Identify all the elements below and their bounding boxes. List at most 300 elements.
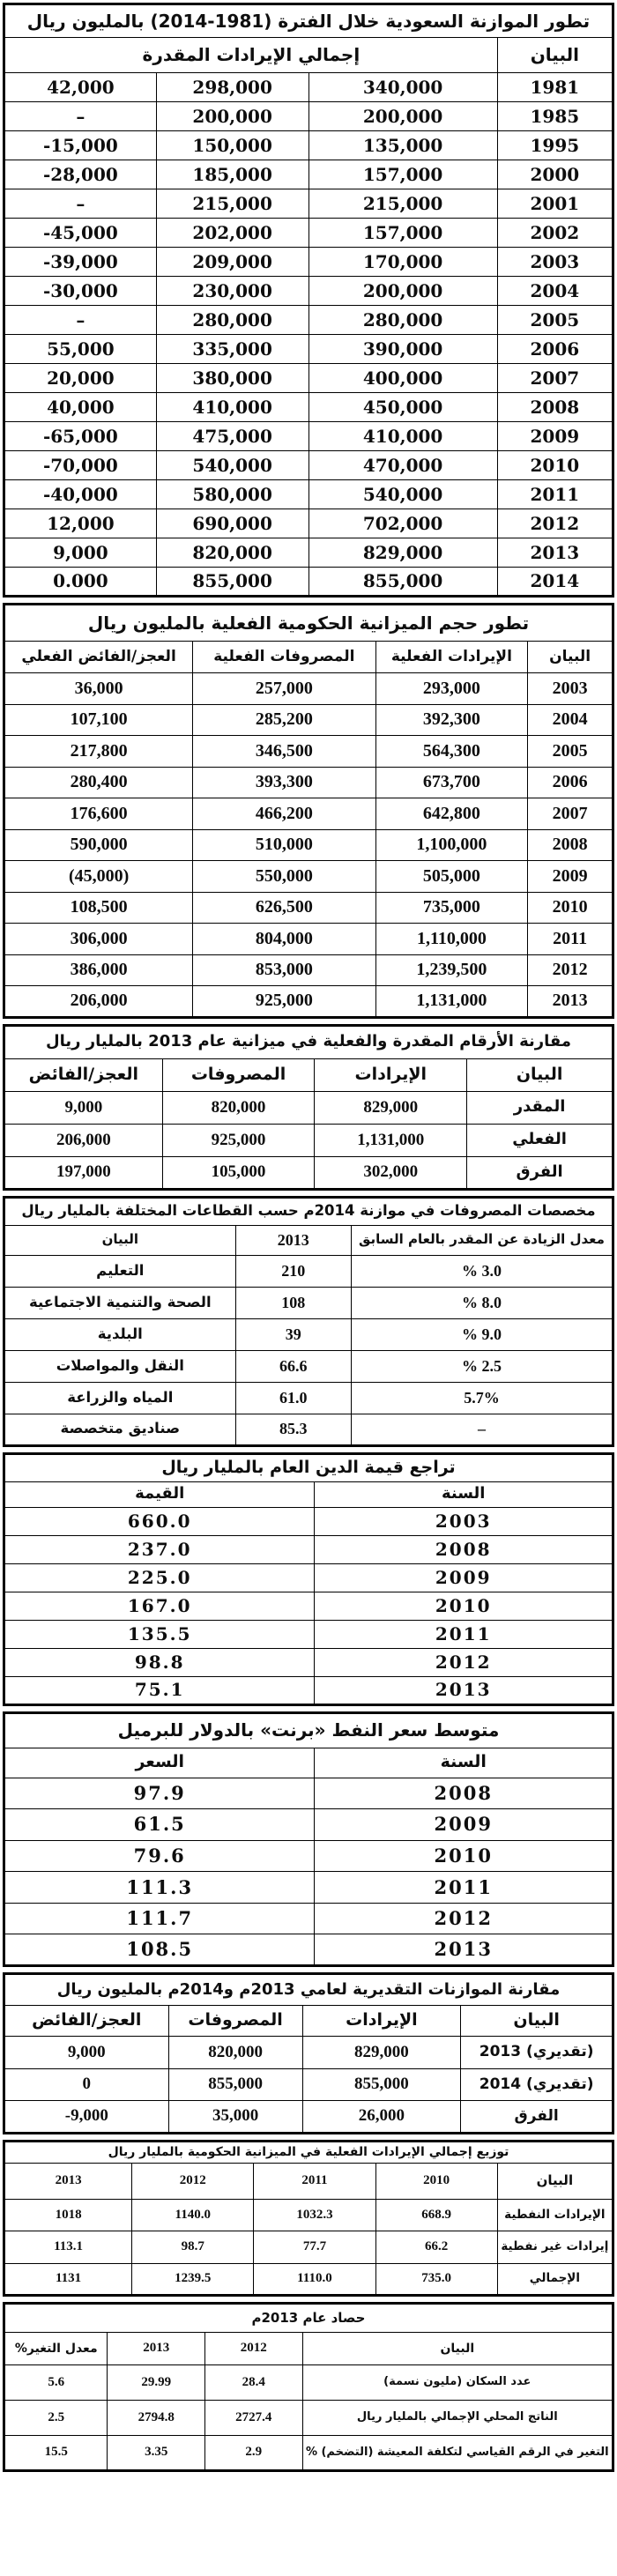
- cell: 111.3: [4, 1872, 315, 1904]
- table-row: [4, 306, 613, 335]
- cell: 2003: [315, 1507, 613, 1535]
- cell: 410,000: [308, 422, 497, 451]
- cell: 170,000: [308, 248, 497, 277]
- column-header: البيان: [467, 1058, 613, 1091]
- table-row: [4, 892, 613, 924]
- cell: 2001: [497, 189, 613, 219]
- cell: 9,000: [4, 1091, 163, 1124]
- cell: 2007: [497, 364, 613, 393]
- cell: 225.0: [4, 1563, 315, 1592]
- table-row: [4, 364, 613, 393]
- table-actual-government-budget: [3, 603, 614, 1019]
- cell: 475,000: [156, 422, 308, 451]
- cell: % 2.5: [351, 1350, 613, 1382]
- cell: 925,000: [162, 1124, 315, 1156]
- table-row: [4, 1255, 613, 1287]
- cell: 306,000: [4, 924, 193, 955]
- cell: 2012: [528, 954, 613, 986]
- cell: 660.0: [4, 1507, 315, 1535]
- table-header-row: [4, 2163, 613, 2199]
- cell: 2008: [497, 393, 613, 422]
- table-estimated-vs-actual-2013: [3, 1024, 614, 1191]
- cell: 1131: [4, 2263, 132, 2296]
- table-row: [4, 1535, 613, 1563]
- cell: 2007: [528, 798, 613, 830]
- cell: 108,500: [4, 892, 193, 924]
- cell: 673,700: [375, 767, 528, 798]
- table-row: [4, 861, 613, 893]
- cell: 2006: [497, 335, 613, 364]
- column-header: المصروفات: [168, 2006, 302, 2037]
- table-row: [4, 1156, 613, 1189]
- column-header: القيمة: [4, 1481, 315, 1507]
- column-header: السنة: [315, 1481, 613, 1507]
- cell: 2011: [528, 924, 613, 955]
- cell: 2009: [497, 422, 613, 451]
- cell: 167.0: [4, 1592, 315, 1620]
- cell: % 3.0: [351, 1255, 613, 1287]
- cell: 79.6: [4, 1840, 315, 1872]
- cell: البلدية: [4, 1318, 236, 1350]
- table-row: [4, 1840, 613, 1872]
- cell: 642,800: [375, 798, 528, 830]
- column-header: 2013: [108, 2333, 205, 2365]
- cell: 111.7: [4, 1903, 315, 1934]
- cell: 298,000: [156, 73, 308, 102]
- cell: 206,000: [4, 986, 193, 1018]
- cell: 540,000: [156, 451, 308, 480]
- table-title-row: [4, 1712, 613, 1748]
- cell: 20,000: [4, 364, 157, 393]
- table-row: [4, 1676, 613, 1704]
- cell: 510,000: [193, 829, 375, 861]
- cell: 853,000: [193, 954, 375, 986]
- cell: 1239.5: [132, 2263, 254, 2296]
- cell: 293,000: [375, 673, 528, 705]
- table-title-row: [4, 1197, 613, 1225]
- cell: 829,000: [308, 538, 497, 568]
- cell: 209,000: [156, 248, 308, 277]
- table-row: [4, 1382, 613, 1414]
- table-row: [4, 277, 613, 306]
- cell: 855,000: [156, 568, 308, 597]
- cell: النقل والمواصلات: [4, 1350, 236, 1382]
- table-header-row: [4, 2333, 613, 2365]
- cell: 98.7: [132, 2231, 254, 2264]
- cell: –: [351, 1414, 613, 1445]
- table-row: [4, 1507, 613, 1535]
- cell: 2004: [497, 277, 613, 306]
- cell: التعليم: [4, 1255, 236, 1287]
- cell: 1985: [497, 102, 613, 131]
- table-row: [4, 2199, 613, 2231]
- cell: 820,000: [156, 538, 308, 568]
- cell: 40,000: [4, 393, 157, 422]
- cell: صناديق متخصصة: [4, 1414, 236, 1445]
- table-row: [4, 1414, 613, 1445]
- cell: 215,000: [156, 189, 308, 219]
- cell: 200,000: [308, 102, 497, 131]
- cell: 1,100,000: [375, 829, 528, 861]
- column-header: الإيرادات: [315, 1058, 467, 1091]
- table-row: [4, 1778, 613, 1809]
- cell: 855,000: [308, 568, 497, 597]
- column-header: 2010: [375, 2163, 497, 2199]
- cell: 829,000: [315, 1091, 467, 1124]
- cell: 925,000: [193, 986, 375, 1018]
- table-row: [4, 736, 613, 768]
- cell: 550,000: [193, 861, 375, 893]
- cell: 157,000: [308, 219, 497, 248]
- cell: 470,000: [308, 451, 497, 480]
- table-row: [4, 2101, 613, 2134]
- cell: 804,000: [193, 924, 375, 955]
- cell: 2013: [497, 538, 613, 568]
- cell: (تقديري) 2013: [461, 2037, 613, 2069]
- table-row: [4, 1934, 613, 1966]
- tables-stack: [3, 3, 614, 2472]
- table-brent-oil-average-price: [3, 1711, 614, 1968]
- table-row: [4, 568, 613, 597]
- column-header: العجز/الفائض: [4, 2006, 169, 2037]
- column-header: العجز/الفائض الفعلي: [4, 642, 193, 673]
- table-actual-revenue-distribution: [3, 2140, 614, 2298]
- cell: 0.000: [4, 568, 157, 597]
- table-header-row: [4, 1481, 613, 1507]
- column-header: البيان: [4, 1225, 236, 1255]
- table-title: مقارنة الأرقام المقدرة والفعلية في ميزانية عام 2013 بالمليار ريال: [4, 1025, 613, 1058]
- table-estimated-budgets-2013-2014: [3, 1972, 614, 2134]
- table-row: [4, 798, 613, 830]
- cell: 66.2: [375, 2231, 497, 2264]
- cell: 217,800: [4, 736, 193, 768]
- cell: 2000: [497, 160, 613, 189]
- cell: 2005: [528, 736, 613, 768]
- column-header: الإيرادات الفعلية: [375, 642, 528, 673]
- column-header: السنة: [315, 1748, 613, 1778]
- cell: 108: [235, 1287, 351, 1318]
- cell: –: [4, 306, 157, 335]
- table-header-row: [4, 1748, 613, 1778]
- table-header-row: [4, 2006, 613, 2037]
- cell: 176,600: [4, 798, 193, 830]
- cell: 702,000: [308, 509, 497, 538]
- cell: 280,000: [308, 306, 497, 335]
- column-header: العجز/الفائض: [4, 1058, 163, 1091]
- cell: 36,000: [4, 673, 193, 705]
- cell: -30,000: [4, 277, 157, 306]
- table-row: [4, 924, 613, 955]
- cell: 5.7%: [351, 1382, 613, 1414]
- cell: 185,000: [156, 160, 308, 189]
- cell: 855,000: [168, 2068, 302, 2101]
- table-title-row: [4, 2304, 613, 2333]
- cell: 26,000: [302, 2101, 461, 2134]
- cell: 12,000: [4, 509, 157, 538]
- table-row: [4, 2037, 613, 2069]
- cell: 2727.4: [205, 2401, 303, 2436]
- cell: 113.1: [4, 2231, 132, 2264]
- table-row: [4, 1318, 613, 1350]
- column-header: البيان: [497, 2163, 613, 2199]
- cell: 2013: [315, 1676, 613, 1704]
- cell: 829,000: [302, 2037, 461, 2069]
- cell: 2003: [528, 673, 613, 705]
- cell: 2010: [315, 1840, 613, 1872]
- column-header: البيان: [302, 2333, 613, 2365]
- cell: 61.5: [4, 1809, 315, 1841]
- table-row: [4, 986, 613, 1018]
- cell: 450,000: [308, 393, 497, 422]
- cell: 105,000: [162, 1156, 315, 1189]
- cell: 210: [235, 1255, 351, 1287]
- table-title: تطور الموازنة السعودية خلال الفترة (1981‏-‏2014) بالمليون ريال: [4, 4, 613, 38]
- cell: % 8.0: [351, 1287, 613, 1318]
- cell: 157,000: [308, 160, 497, 189]
- cell: 9,000: [4, 2037, 169, 2069]
- cell: 393,300: [193, 767, 375, 798]
- table-estimated-budget-1981-2014: [3, 3, 614, 598]
- table-title: متوسط سعر النفط «برنت» بالدولار للبرميل: [4, 1712, 613, 1748]
- cell: 29.99: [108, 2365, 205, 2401]
- cell: 107,100: [4, 704, 193, 736]
- table-row: [4, 2401, 613, 2436]
- cell: 215,000: [308, 189, 497, 219]
- table-title: تراجع قيمة الدين العام بالمليار ريال: [4, 1453, 613, 1481]
- cell: –: [4, 102, 157, 131]
- table-title-row: [4, 1025, 613, 1058]
- cell: 1,239,500: [375, 954, 528, 986]
- cell: (45,000): [4, 861, 193, 893]
- table-row: [4, 2365, 613, 2401]
- cell: 237.0: [4, 1535, 315, 1563]
- table-row: [4, 1124, 613, 1156]
- table-title: حصاد عام 2013م: [4, 2304, 613, 2333]
- cell: -65,000: [4, 422, 157, 451]
- cell: 340,000: [308, 73, 497, 102]
- table-harvest-of-2013: [3, 2302, 614, 2472]
- table-title-row: [4, 4, 613, 38]
- cell: 2.9: [205, 2436, 303, 2471]
- table-header-row: [4, 38, 613, 73]
- cell: 2013: [528, 986, 613, 1018]
- table-row: [4, 335, 613, 364]
- cell: 85.3: [235, 1414, 351, 1445]
- table-title: مقارنة الموازنات التقديرية لعامي 2013م و2014م بالمليون ريال: [4, 1974, 613, 2006]
- cell: 386,000: [4, 954, 193, 986]
- cell: 2011: [497, 480, 613, 509]
- cell: 15.5: [4, 2436, 108, 2471]
- cell: 820,000: [162, 1091, 315, 1124]
- cell: 2010: [497, 451, 613, 480]
- cell: 280,400: [4, 767, 193, 798]
- cell: 108.5: [4, 1934, 315, 1966]
- table-row: [4, 248, 613, 277]
- table-row: [4, 451, 613, 480]
- column-header: البيان: [461, 2006, 613, 2037]
- cell: الفرق: [467, 1156, 613, 1189]
- cell: 197,000: [4, 1156, 163, 1189]
- cell: 690,000: [156, 509, 308, 538]
- cell: -28,000: [4, 160, 157, 189]
- cell: 2009: [315, 1809, 613, 1841]
- cell: 2004: [528, 704, 613, 736]
- table-title: مخصصات المصروفات في موازنة 2014م حسب القطاعات المختلفة بالمليار ريال: [4, 1197, 613, 1225]
- cell: 400,000: [308, 364, 497, 393]
- cell: 735,000: [375, 892, 528, 924]
- cell: 590,000: [4, 829, 193, 861]
- table-row: [4, 2436, 613, 2471]
- cell: 505,000: [375, 861, 528, 893]
- cell: الإجمالي: [497, 2263, 613, 2296]
- cell: 285,200: [193, 704, 375, 736]
- table-row: [4, 704, 613, 736]
- table-row: [4, 1809, 613, 1841]
- cell: 66.6: [235, 1350, 351, 1382]
- cell: 2008: [315, 1778, 613, 1809]
- cell: 150,000: [156, 131, 308, 160]
- cell: 1110.0: [254, 2263, 375, 2296]
- cell: 2012: [315, 1648, 613, 1676]
- table-title: تطور حجم الميزانية الحكومية الفعلية بالمليون ريال: [4, 605, 613, 642]
- cell: 668.9: [375, 2199, 497, 2231]
- cell: 42,000: [4, 73, 157, 102]
- cell: 28.4: [205, 2365, 303, 2401]
- cell: 2.5: [4, 2401, 108, 2436]
- cell: 5.6: [4, 2365, 108, 2401]
- cell: 2009: [315, 1563, 613, 1592]
- column-header: المصروفات الفعلية: [193, 642, 375, 673]
- cell: 2011: [315, 1872, 613, 1904]
- cell: -39,000: [4, 248, 157, 277]
- table-row: [4, 73, 613, 102]
- cell: 820,000: [168, 2037, 302, 2069]
- cell: 75.1: [4, 1676, 315, 1704]
- cell: 335,000: [156, 335, 308, 364]
- cell: 2008: [315, 1535, 613, 1563]
- cell: 2005: [497, 306, 613, 335]
- cell: 564,300: [375, 736, 528, 768]
- cell: % 9.0: [351, 1318, 613, 1350]
- table-public-debt-decline: [3, 1452, 614, 1706]
- cell: 392,300: [375, 704, 528, 736]
- cell: 1018: [4, 2199, 132, 2231]
- cell: 135,000: [308, 131, 497, 160]
- cell: الفرق: [461, 2101, 613, 2134]
- cell: -40,000: [4, 480, 157, 509]
- cell: المقدر: [467, 1091, 613, 1124]
- column-header: معدل التغير%: [4, 2333, 108, 2365]
- table-title: توزيع إجمالي الإيرادات الفعلية في الميزانية الحكومية بالمليار ريال: [4, 2141, 613, 2163]
- cell: 2008: [528, 829, 613, 861]
- cell: 2002: [497, 219, 613, 248]
- table-row: [4, 1592, 613, 1620]
- cell: 9,000: [4, 538, 157, 568]
- table-row: [4, 131, 613, 160]
- cell: 61.0: [235, 1382, 351, 1414]
- cell: 200,000: [308, 277, 497, 306]
- cell: -45,000: [4, 219, 157, 248]
- table-row: [4, 1091, 613, 1124]
- cell: 1,131,000: [375, 986, 528, 1018]
- cell: 1,131,000: [315, 1124, 467, 1156]
- cell: 390,000: [308, 335, 497, 364]
- cell: 2011: [315, 1620, 613, 1648]
- table-row: [4, 767, 613, 798]
- cell: 55,000: [4, 335, 157, 364]
- cell: 380,000: [156, 364, 308, 393]
- cell: -70,000: [4, 451, 157, 480]
- cell: 410,000: [156, 393, 308, 422]
- cell: (تقديري) 2014: [461, 2068, 613, 2101]
- column-header: 2012: [132, 2163, 254, 2199]
- cell: عدد السكان (مليون نسمة): [302, 2365, 613, 2401]
- table-row: [4, 2231, 613, 2264]
- cell: 206,000: [4, 1124, 163, 1156]
- cell: 2003: [497, 248, 613, 277]
- cell: 1032.3: [254, 2199, 375, 2231]
- cell: 77.7: [254, 2231, 375, 2264]
- cell: 1,110,000: [375, 924, 528, 955]
- table-title-row: [4, 605, 613, 642]
- cell: -15,000: [4, 131, 157, 160]
- column-header: 2012: [205, 2333, 303, 2365]
- cell: 98.8: [4, 1648, 315, 1676]
- cell: 280,000: [156, 306, 308, 335]
- column-header: إجمالي الإيرادات المقدرة: [4, 38, 498, 73]
- cell: 257,000: [193, 673, 375, 705]
- table-row: [4, 2263, 613, 2296]
- cell: 35,000: [168, 2101, 302, 2134]
- table-row: [4, 1903, 613, 1934]
- cell: 230,000: [156, 277, 308, 306]
- column-header: معدل الزيادة عن المقدر بالعام السابق: [351, 1225, 613, 1255]
- cell: 2012: [315, 1903, 613, 1934]
- cell: 3.35: [108, 2436, 205, 2471]
- cell: المياه والزراعة: [4, 1382, 236, 1414]
- cell: 1140.0: [132, 2199, 254, 2231]
- table-row: [4, 954, 613, 986]
- cell: 580,000: [156, 480, 308, 509]
- cell: 2014: [497, 568, 613, 597]
- table-row: [4, 1620, 613, 1648]
- cell: الناتج المحلي الإجمالي بالمليار ريال: [302, 2401, 613, 2436]
- cell: 2012: [497, 509, 613, 538]
- cell: –: [4, 189, 157, 219]
- cell: 135.5: [4, 1620, 315, 1648]
- table-header-row: [4, 1058, 613, 1091]
- table-row: [4, 1648, 613, 1676]
- cell: 2794.8: [108, 2401, 205, 2436]
- cell: 2013: [315, 1934, 613, 1966]
- column-header: المصروفات: [162, 1058, 315, 1091]
- cell: 2006: [528, 767, 613, 798]
- cell: 2010: [528, 892, 613, 924]
- table-row: [4, 1872, 613, 1904]
- table-row: [4, 673, 613, 705]
- column-header: البيان: [528, 642, 613, 673]
- table-header-row: [4, 1225, 613, 1255]
- column-header: 2013: [235, 1225, 351, 1255]
- table-row: [4, 160, 613, 189]
- table-title-row: [4, 1974, 613, 2006]
- cell: 302,000: [315, 1156, 467, 1189]
- column-header: 2013: [4, 2163, 132, 2199]
- cell: 0: [4, 2068, 169, 2101]
- cell: 97.9: [4, 1778, 315, 1809]
- table-row: [4, 393, 613, 422]
- table-row: [4, 102, 613, 131]
